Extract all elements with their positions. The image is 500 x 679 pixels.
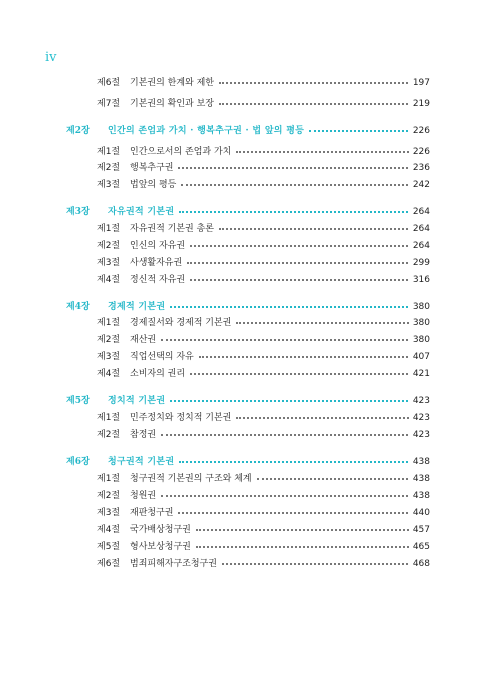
dot-leader [196,529,412,531]
section-entry [0,178,500,192]
entry-title: 재판청구권 [130,506,176,520]
entry-title: 참정권 [130,428,159,442]
dot-leader [179,211,412,213]
entry-title: 인간으로서의 존엄과 가치 [130,145,234,159]
entry-page: 465 [410,540,430,554]
entry-number: 제3절 [97,256,123,270]
entry-page: 264 [410,222,430,236]
entry-title: 자유권적 기본권 [108,205,177,219]
entry-title: 경제적 기본권 [108,300,168,314]
dot-leader [161,434,412,436]
entry-page: 380 [410,300,430,314]
entry-number: 제4장 [66,300,93,314]
entry-page: 226 [410,124,430,138]
dot-leader [181,184,412,186]
entry-title: 국가배상청구권 [130,523,194,537]
entry-page: 242 [410,178,430,192]
entry-page: 468 [410,557,430,571]
entry-number: 제1절 [97,145,123,159]
entry-page: 423 [410,411,430,425]
dot-leader [219,103,412,105]
entry-page: 407 [410,350,430,364]
dot-leader [219,82,412,84]
section-entry [0,367,500,381]
dot-leader [178,512,412,514]
chapter-entry [0,205,500,219]
entry-title: 범죄피해자구조청구권 [130,557,220,571]
entry-page: 264 [410,205,430,219]
entry-title: 정치적 기본권 [108,394,168,408]
section-entry [0,256,500,270]
entry-page: 226 [410,145,430,159]
entry-number: 제2절 [97,239,123,253]
entry-number: 제3절 [97,178,123,192]
entry-page: 236 [410,161,430,175]
entry-number: 제3장 [66,205,93,219]
section-entry [0,472,500,486]
entry-page: 380 [410,316,430,330]
entry-title: 청구권적 기본권 [108,455,177,469]
entry-page: 421 [410,367,430,381]
entry-page: 197 [410,76,430,90]
entry-number: 제6절 [97,557,123,571]
entry-page: 423 [410,428,430,442]
chapter-entry [0,300,500,314]
entry-number: 제3절 [97,506,123,520]
entry-title: 경제질서와 경제적 기본권 [130,316,234,330]
entry-title: 사생활자유권 [130,256,185,270]
entry-number: 제2절 [97,333,123,347]
entry-page: 438 [410,455,430,469]
entry-title: 법앞의 평등 [130,178,179,192]
entry-number: 제1절 [97,472,123,486]
entry-number: 제6절 [97,76,123,90]
dot-leader [170,400,412,402]
entry-page: 380 [410,333,430,347]
entry-title: 자유권적 기본권 총론 [130,222,217,236]
section-entry [0,411,500,425]
entry-number: 제3절 [97,350,123,364]
section-entry [0,222,500,236]
entry-number: 제5장 [66,394,93,408]
section-entry [0,506,500,520]
section-entry [0,428,500,442]
entry-number: 제2장 [66,124,93,138]
entry-title: 청원권 [130,489,159,503]
entry-page: 219 [410,97,430,111]
entry-number: 제1절 [97,411,123,425]
entry-page: 440 [410,506,430,520]
entry-title: 소비자의 권리 [130,367,188,381]
section-entry [0,333,500,347]
dot-leader [219,228,412,230]
entry-title: 직업선택의 자유 [130,350,197,364]
entry-number: 제2절 [97,161,123,175]
entry-title: 청구권적 기본권의 구조와 체계 [130,472,255,486]
section-entry [0,350,500,364]
section-entry [0,161,500,175]
section-entry [0,97,500,111]
entry-number: 제4절 [97,273,123,287]
section-entry [0,239,500,253]
dot-leader [222,563,412,565]
dot-leader [190,373,412,375]
entry-title: 기본권의 한계와 제한 [130,76,217,90]
section-entry [0,557,500,571]
dot-leader [170,306,412,308]
entry-number: 제5절 [97,540,123,554]
entry-page: 264 [410,239,430,253]
dot-leader [236,417,412,419]
entry-number: 제2절 [97,489,123,503]
section-entry [0,76,500,90]
entry-number: 제6장 [66,455,93,469]
entry-title: 재산권 [130,333,159,347]
page-number: iv [45,50,57,65]
dot-leader [199,356,412,358]
entry-title: 인간의 존엄과 가치 · 행복추구권 · 법 앞의 평등 [108,124,307,138]
dot-leader [309,130,412,132]
dot-leader [179,461,412,463]
dot-leader [161,339,412,341]
section-entry [0,540,500,554]
entry-title: 민주정치와 정치적 기본권 [130,411,234,425]
section-entry [0,145,500,159]
entry-page: 316 [410,273,430,287]
dot-leader [190,279,412,281]
section-entry [0,489,500,503]
dot-leader [161,495,412,497]
chapter-entry [0,124,500,138]
entry-number: 제1절 [97,222,123,236]
entry-title: 기본권의 확인과 보장 [130,97,217,111]
entry-page: 438 [410,472,430,486]
dot-leader [257,478,412,480]
entry-number: 제7절 [97,97,123,111]
dot-leader [196,546,412,548]
dot-leader [187,262,412,264]
entry-page: 299 [410,256,430,270]
entry-title: 행복추구권 [130,161,176,175]
entry-number: 제4절 [97,367,123,381]
entry-title: 형사보상청구권 [130,540,194,554]
dot-leader [236,151,412,153]
entry-page: 423 [410,394,430,408]
entry-title: 정신적 자유권 [130,273,188,287]
section-entry [0,316,500,330]
entry-page: 438 [410,489,430,503]
entry-number: 제2절 [97,428,123,442]
chapter-entry [0,394,500,408]
entry-page: 457 [410,523,430,537]
section-entry [0,273,500,287]
entry-number: 제4절 [97,523,123,537]
entry-number: 제1절 [97,316,123,330]
dot-leader [236,322,412,324]
dot-leader [190,245,412,247]
section-entry [0,523,500,537]
dot-leader [178,167,412,169]
entry-title: 인신의 자유권 [130,239,188,253]
chapter-entry [0,455,500,469]
